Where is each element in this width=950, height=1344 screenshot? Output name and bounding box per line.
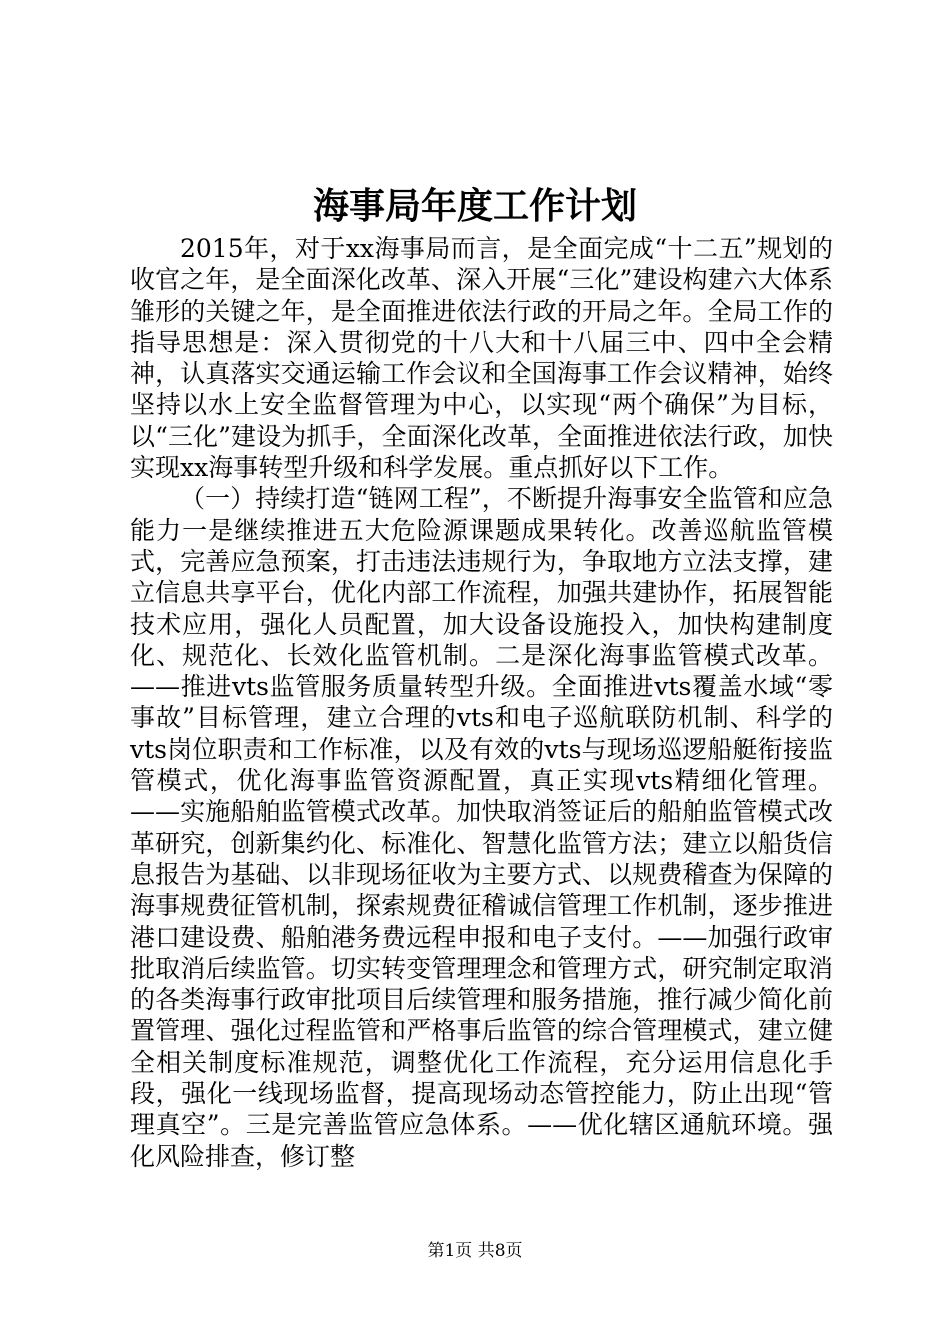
- paragraph-intro: 2015年，对于xx海事局而言，是全面完成“十二五”规划的收官之年，是全面深化改革、深入开展“三化”建设构建六大体系雏形的关键之年，是全面推进依法行政的开局之年。全局工作的指导思想是：深入贯彻党的十八大和十八届三中、四中全会精神，认真落实交通运输工作会议和全国海事工作会议精神，始终坚持以水上安全监督管理为中心，以实现“两个确保”为目标，以“三化”建设为抓手，全面深化改革，全面推进依法行政，加快实现xx海事转型升级和科学发展。重点抓好以下工作。: [130, 234, 833, 483]
- page-footer: 第1页 共8页: [427, 1241, 523, 1261]
- document-body: [130, 233, 833, 1172]
- document-title: 海事局年度工作计划: [312, 185, 637, 227]
- paragraph-section-1: （一）持续打造“链网工程”，不断提升海事安全监管和应急能力一是继续推进五大危险源课题成果转化。改善巡航监管模式，完善应急预案，打击违法违规行为，争取地方立法支撑，建立信息共享平台，优化内部工作流程，加强共建协作，拓展智能技术应用，强化人员配置，加大设备设施投入，加快构建制度化、规范化、长效化监管机制。二是深化海事监管模式改革。——推进vts监管服务质量转型升级。全面推进vts覆盖水域“零事故”目标管理，建立合理的vts和电子巡航联防机制、科学的vts岗位职责和工作标准，以及有效的vts与现场巡逻船艇衔接监管模式，优化海事监管资源配置，真正实现vts精细化管理。——实施船舶监管模式改革。加快取消签证后的船舶监管模式改革研究，创新集约化、标准化、智慧化监管方法；建立以船货信息报告为基础、以非现场征收为主要方式、以规费稽查为保障的海事规费征管机制，探索规费征稽诚信管理工作机制，逐步推进港口建设费、船舶港务费远程申报和电子支付。——加强行政审批取消后续监管。切实转变管理理念和管理方式，研究制定取消的各类海事行政审批项目后续管理和服务措施，推行减少简化前置管理、强化过程监管和严格事后监管的综合管理模式，建立健全相关制度标准规范，调整优化工作流程，充分运用信息化手段，强化一线现场监督，提高现场动态管控能力，防止出现“管理真空”。三是完善监管应急体系。——优化辖区通航环境。强化风险排查，修订整: [130, 484, 833, 1171]
